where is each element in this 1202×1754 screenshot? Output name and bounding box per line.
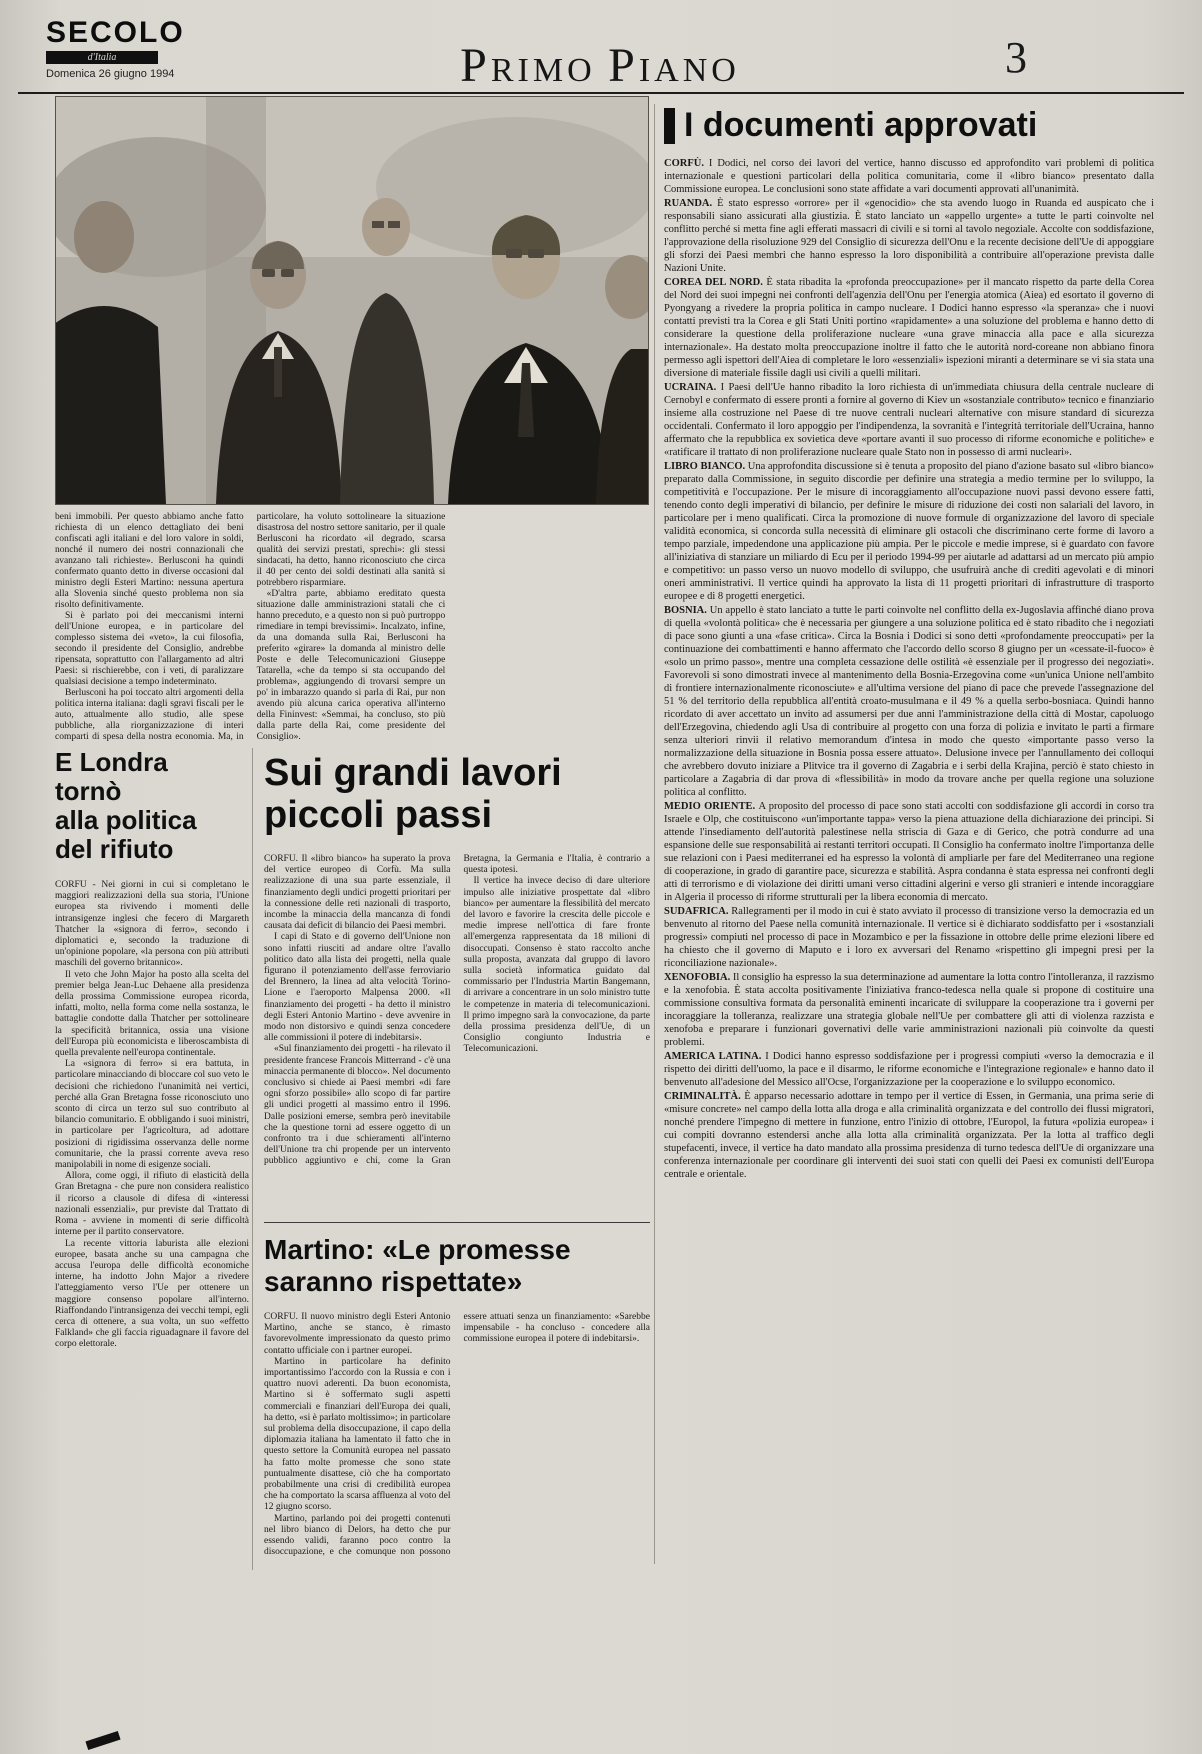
- paragraph: XENOFOBIA. Il consiglio ha espresso la sua determinazione ad aumentare la lotta contro l'intolleranza, il razzismo e la xenofobia. È stata accolta positivamente l'iniziativa franco-tedesca nella quale si propone di costituire una commissione consultiva formata da personalità eminenti incaricate di sviluppare la cooperazione tra i governi per incoraggiare la tolleranza, realizzare una strategia globale nell'Ue per combattere gli atti di violenza razzista e xenofoba e preparare i funzionari governativi delle varie amministrazioni nazionali più coinvolte da questi problemi.: [664, 972, 1154, 1048]
- article-documenti-approvati: [664, 106, 1154, 1549]
- paragraph: COREA DEL NORD. È stata ribadita la «profonda preoccupazione» per il mancato rispetto da parte della Corea del Nord dei suoi impegni nei confronti dell'agenzia dell'Onu per l'energia atomica (Aiea) ed esortato il governo di Pyongyang a rivedere la propria politica in campo nucleare. I Dodici hanno espresso «la speranza» che i nuovi contatti previsti tra la Corea e gli Stati Uniti portino «rapidamente» a una soluzione del problema e hanno detto di considerare la questione della proliferazione nucleare «una grave minaccia alla pace e alla sicurezza internazionale». Ha destato molta preoccupazione inoltre il fatto che le autorità nord-coreane non abbiano finora permesso agli ispettori dell'Aiea di completare le loro «essenziali» ispezioni miranti a determinare se vi sia stata una diversione di materiale fissile dagli usi civili a quelli militari.: [664, 277, 1154, 379]
- paragraph: RUANDA. È stato espresso «orrore» per il «genocidio» che sta avendo luogo in Ruanda ed auspicato che i responsabili siano assicurati alla giustizia. È stato lanciato un «appello urgente» a tutte le parti coinvolte nel conflitto perché si metta fine agli efferati massacri di civili e si torni al tavolo negoziale. Accolte con soddisfazione, l'approvazione della risoluzione 929 del Consiglio di sicurezza dell'Onu e la recente decisione dell'Ue di appoggiare gli sforzi dei Paesi membri che hanno espresso la loro disponibilità a contribuire all'operazione prevista dalle Nazioni Unite.: [664, 198, 1154, 274]
- article-londra: [55, 748, 249, 1540]
- paragraph: CORFÙ. Il nuovo ministro degli Esteri Antonio Martino, anche se stanco, è rimasto favorevolmente impressionato da questo primo contatto ufficiale con i partner europei.: [264, 1312, 451, 1356]
- paragraph: CORFÙ. Il «libro bianco» ha superato la prova del vertice europeo di Corfù. Ma sulla realizzazione di una sua parte essenziale, il finanziamento degli undici progetti prioritari per la connessione delle reti nazionali di trasporto, incombe la minaccia della mancanza di fondi causata dai deficit di bilancio dei Paesi membri.: [264, 854, 451, 932]
- paragraph: AMERICA LATINA. I Dodici hanno espresso soddisfazione per i progressi compiuti «verso la democrazia e il rispetto dei diritti dell'uomo, la pace e il disarmo, le riforme economiche e l'integrazione regionale» e hanno dato il benvenuto all'adesione del Messico all'Ocse, l'organizzazione per la cooperazione e lo sviluppo economico.: [664, 1051, 1154, 1088]
- paragraph: beni immobili. Per questo abbiamo anche fatto richiesta di un elenco dettagliato dei beni confiscati agli italiani e del loro valore in soldi, nonché il numero dei nostri connazionali che avanzano tali richieste». Berlusconi ha quindi confermato quanto detto in diverse occasioni dal ministro degli Esteri Martino: nessuna apertura alla Slovenia sinché questo problema non sia risolto definitivamente.: [55, 512, 244, 610]
- paragraph: Si è parlato poi dei meccanismi interni dell'Unione europea, e in particolare del complesso sistema dei «veto», la cui filosofia, secondo il presidente del Consiglio, andrebbe ripensata, soprattutto con l'allargamento ad altri Paesi: si rischierebbe, con i veti, di paralizzare qualsiasi decisione a tempo indeterminato.: [55, 611, 244, 687]
- paragraph: Il vertice ha invece deciso di dare ulteriore impulso alle iniziative prospettate dal «libro bianco» per aumentare la flessibilità del mercato del lavoro e favorire la crescita delle piccole e medie imprese nell'ottica di fare fronte all'emergenza rappresentata da 18 milioni di disoccupati. Consenso è stato raccolto anche sulla proposta, avanzata dal gruppo di lavoro sulla società informatica guidato dal commissario per l'Industria Martin Bangemann, di arrivare a concentrare in un solo ministro tutte le competenze in materia di telecomunicazioni. Il primo impegno sarà la convocazione, da parte della prossima presidenza dell'Ue, di un Consiglio congiunto Industria e Telecomunicazioni.: [463, 876, 650, 1055]
- paragraph-lead: LIBRO BIANCO.: [664, 461, 748, 472]
- documenti-body: [664, 157, 1154, 1549]
- headline-bar: [664, 108, 675, 144]
- paragraph: La recente vittoria laburista alle elezioni europee, basata anche su una campagna che accusa l'europa delle difficoltà economiche interne, ha indotto John Major a rivedere l'atteggiamento verso l'Ue per ottenere un maggiore consenso popolare all'interno. Riaffondando l'intransigenza dei vecchi tempi, egli cerca di ottenere, a sua volta, un suo «effetto Falkland» che gli faccia riguadagnare il favore del corpo elettorale.: [55, 1238, 249, 1350]
- paragraph: LIBRO BIANCO. Una approfondita discussione si è tenuta a proposito del piano d'azione basato sul «libro bianco» preparato dalla Commissione, in seguito discordie per definire una strategia a medio termine per lo sviluppo, la competitività e l'occupazione. Per le misure di incoraggiamento all'occupazione nuovi passi devono essere fatti, tenendo conto degli imperativi di bilancio, per definire le misure di riduzione dei costi non salariali del lavoro, in particolare per i meno qualificati. Circa la promozione di nuove formule di organizzazione del lavoro di speciale validità economica, si concorda sulla necessità di eliminare gli ostacoli che discriminano certe forme di lavoro a tempo parziale, impedendone una applicazione più ampia. Per le piccole e medie imprese, si è guardato con favore all'iniziativa di stanziare un miliardo di Ecu per il periodo 1994-99 per aiutarle ad adattarsi ad un mercato più ampio e competitivo: un passo verso un nuovo modello di sviluppo, che usufruirà anche di crediti agevolati e di minori oneri amministrativi. Il vertice quindi ha approvato la lista di 11 progetti prioritari di infrastrutture di trasporto europee e di 8 progetti energetici.: [664, 461, 1154, 602]
- paragraph: BOSNIA. Un appello è stato lanciato a tutte le parti coinvolte nel conflitto della ex-Jugoslavia affinché diano prova di quella «volontà politica» che è necessaria per giungere a una soluzione politica ed è stato ribadito che i negoziati di pace sono giunti a una «fase critica». Circa la Bosnia i Dodici si sono detti «profondamente preoccupati» per la continuazione dei combattimenti e hanno affermato che l'accordo dello scorso 8 giugno per un «cessate-il-fuoco» è «solo un primo passo», mentre una completa cessazione delle ostilità «è essenziale per il progresso dei negoziati». Favorevoli si sono dimostrati invece al mantenimento della Bosnia-Erzegovina come «un'unica Unione nell'ambito di frontiere internazionalmente riconosciute» e all'ultima versione del piano di pace che prevede l'assegnazione del 51 % del territorio della repubblica all'entità croato-musulmana e il 49 % a quella serbo-bosniaca. Quindi hanno ricordato di aver accettato un invito ad assumersi per due anni l'amministrazione della città di Mostar, capoluogo dell'Erzegovina, chiedendo agli Usa di contribuire al progetto con una forza di polizia e invitato le parti a firmare senza ulteriori rinvii il relativo memorandum d'intesa in modo che questo «importante passo verso la normalizzazione della situazione in Bosnia possa essere attuato». Delusione invece per l'annullamento dei colloqui che avrebbero dovuto iniziare a Plitvice tra il governo di Zagabria e i serbi della Krajina, perciò è stato chiesto in particolare a Zagabria di dar prova di «flessibilità» in modo da trovare anche per quella regione una soluzione politica al conflitto.: [664, 605, 1154, 798]
- martino-body: [264, 1312, 650, 1564]
- paragraph-lead: RUANDA.: [664, 198, 718, 209]
- paragraph-lead: MEDIO ORIENTE.: [664, 801, 759, 812]
- paragraph: Il veto che John Major ha posto alla scelta del premier belga Jean-Luc Dehaene alla presidenza della prossima Commissione europea ricorda, infatti, molto, nella forma come nella sostanza, le battaglie condotte dalla Thatcher per sottolineare la specificità britannica, ossia una visione dell'Europa più economicista e liberoscambista di quella prevalente nell'europa continentale.: [55, 969, 249, 1059]
- paragraph: Martino, parlando poi dei progetti contenuti nel libro bianco di Delors, ha detto che pur essendo validi, faranno poco contro la disoccupazione, e che comunque non possono essere attuati senza un finanziamento: «Sarebbe impensabile - ha concluso - concedere alla commissione europea il potere di indebitarsi».: [264, 1312, 650, 1558]
- paragraph: CORFÙ. I Dodici, nel corso dei lavori del vertice, hanno discusso ed approfondito vari problemi di politica internazionale e questioni particolari della politica comunitaria, come il «libro bianco» presentato dalla Commissione europea. Le conclusioni sono state affidate a vari documenti approvati all'unanimità.: [664, 158, 1154, 195]
- paragraph-lead: XENOFOBIA.: [664, 972, 733, 983]
- section-title: PRIMO PIANO: [460, 39, 740, 92]
- lavori-headline: Sui grandi lavori piccoli passi: [264, 752, 562, 836]
- martino-headline: Martino: «Le promesse saranno rispettate»: [264, 1234, 571, 1297]
- paragraph: «Sul finanziamento dei progetti - ha rilevato il presidente francese Francois Mitterrand - c'è una minaccia permanente di blocco». Nel documento conclusivo si chiede ai Paesi membri «di fare ogni sforzo possibile» allo scopo di far partire gli undici progetti al massimo entro il 1996. Dalle posizioni emerse, sembra però inevitabile che la questione torni ad essere oggetto di un confronto tra i due schieramenti all'interno dell'Unione tra chi propende per un intervento pubblico aggiuntivo e chi, come la Gran Bretagna, la Germania e l'Italia, è contrario a questa ipotesi.: [264, 854, 650, 1167]
- paragraph: La «signora di ferro» si era battuta, in particolare minacciando di bloccare col suo veto le decisioni che richiedono l'unanimità nei vertici, perché alla Gran Bretagna fosse riconosciuto uno sconto di circa un terzo sul suo contributo al bilancio comunitario. E obbligando i suoi ministri, in particolare per l'agricoltura, ad adottare posizioni di rigidissima osservanza delle norme comunitarie, che la prassi corrente aveva reso manipolabili in nome di esigenze sociali.: [55, 1059, 249, 1171]
- paragraph-lead: CORFÙ.: [664, 158, 709, 169]
- paragraph-lead: COREA DEL NORD.: [664, 277, 767, 288]
- column-rule: [252, 748, 253, 1570]
- paragraph: Allora, come oggi, il rifiuto di elasticità della Gran Bretagna - che pure non considera realistico il ricorso a clausole di difesa di «interessi nazionali essenziali», pur previste dal Trattato di Roma - avviene in momenti di serie difficoltà interne per il partito conservatore.: [55, 1171, 249, 1238]
- londra-headline: E Londra tornò alla politica del rifiuto: [55, 747, 197, 864]
- paragraph-lead: UCRAINA.: [664, 382, 721, 393]
- masthead: [46, 16, 185, 80]
- scan-artifact: [85, 1731, 120, 1750]
- header-rule: [18, 92, 1184, 94]
- paragraph: MEDIO ORIENTE. A proposito del processo di pace sono stati accolti con soddisfazione gli accordi in corso tra Israele e Olp, che costituiscono «un'importante tappa» verso la piena attuazione della dichiarazione dei principi. Si attende l'insediamento dell'autorità palestinese nella striscia di Gaza e di Gerico, che potrà condurre ad una espansione delle sue responsabilità ai restanti territori occupati. Il Consiglio ha confermato inoltre l'importanza delle sue relazioni con i Paesi mediterranei ed ha espresso la volontà di ampliarle per fare del Mediterraneo una regione di cooperazione, in grado di garantire pace, sicurezza e stabilità. Aspra condanna è stata espressa nei confronti degli atti di terrorismo e di violazione dei diritti umani verso cittadini algerini e verso gli stranieri e intende incoraggiare in Algeria il processo di riforme strutturali per la libera economia di mercato.: [664, 801, 1154, 903]
- paragraph-lead: SUDAFRICA.: [664, 906, 732, 917]
- lavori-body: [264, 854, 650, 1170]
- paragraph: «D'altra parte, abbiamo ereditato questa situazione dalle amministrazioni statali che ci hanno preceduto, e a questo non si può purtroppo rimediare in tempi brevissimi». Incalzato, infine, da una domanda sulla Rai, Berlusconi ha preferito «girare» la domanda al ministro delle Poste e delle Telecomunicazioni Giuseppe Tatarella, «che da tempo si sta occupando del problema», aggiungendo di trovarsi sempre un po' in imbarazzo quando si parla di Rai, pur non avendo più alcuna carica operativa all'interno della Fininvest: «Semmai, ha concluso, sto più dalla parte della Rai, come presidente del Consiglio».: [256, 589, 446, 742]
- paragraph: Berlusconi ha poi toccato altri argomenti della politica interna italiana: dagli sgravi fiscali per le auto, attualmente allo studio, alle spese pubbliche, alla riorganizzazione di interi comparti di spesa della nostra economia. Ma, in particolare, ha voluto sottolineare la situazione disastrosa del nostro settore sanitario, per il quale Berlusconi ha ricordato «il degrado, scarsa qualità dei servizi prestati, sprechi»: gli stessi sindacati, ha detto, hanno riconosciuto che circa il 40 per cento dei soldi destinati alla sanità si potrebbero risparmiare.: [55, 512, 446, 742]
- newspaper-logo: SECOLO: [46, 16, 185, 49]
- summit-photo: [55, 96, 649, 505]
- page-number: 3: [1005, 33, 1027, 82]
- paragraph: SUDAFRICA. Rallegramenti per il modo in cui è stato avviato il processo di transizione verso la democrazia ed un benvenuto al ritorno del Paese nella comunità internazionale. Il vertice si è dichiarato soddisfatto per i «sostanziali progressi» compiuti nel processo di pace in Mozambico e per la fissazione in ottobre delle prime elezioni libere ed ha chiesto che il governo di Maputo e i loro ex avversari del Renamo «rispettino gli impegni presi per la riconciliazione nazionale».: [664, 906, 1154, 969]
- column-rule: [654, 104, 655, 1564]
- martino-rule: [264, 1222, 650, 1223]
- headline-text: I documenti approvati: [684, 106, 1038, 144]
- summit-photo-graphic: [56, 97, 648, 504]
- paragraph: CORFÙ - Nei giorni in cui si completano le maggiori realizzazioni della sua storia, l'Unione europea sta rivivendo i momenti delle intransigenze inglesi che fecero di Margareth Thatcher la «signora di ferro», secondo i diplomatici e, secondo la traduzione di un'opinione popolare, «la persona con più attributi maschili del governo britannico».: [55, 880, 249, 969]
- paragraph: UCRAINA. I Paesi dell'Ue hanno ribadito la loro richiesta di un'immediata chiusura della centrale nucleare di Cernobyl e confermato di essere pronti a fornire al governo di Kiev un «sostanziale contributo» tecnico e finanziario insieme alla costruzione nel Paese di tre nuove centrali nucleari alternative con misure standard di sicurezza occidentali. Confermato il loro appoggio per l'indipendenza, la sovranità e l'integrità territoriale dell'Ucraina, hanno affermato che la repubblica ex sovietica deve «portare avanti il suo processo di riforme economiche e politiche» e «ratificare il trattato di non proliferazione nucleare quale Stato non in possesso di armi nucleari».: [664, 382, 1154, 458]
- article-martino: [264, 1234, 650, 1564]
- londra-body: [55, 880, 249, 1540]
- documenti-headline: [664, 106, 1154, 145]
- paragraph-lead: CRIMINALITÀ.: [664, 1091, 745, 1102]
- article-lavori: [264, 752, 650, 1170]
- paragraph: I capi di Stato e di governo dell'Unione non sono infatti riusciti ad andare oltre l'avallo politico dato alla lista dei progetti, nella quale figurano il potenziamento dell'asse ferroviario del Brennero, la linea ad alta velocità Torino-Lione e l'aeroporto Malpensa 2000. «Il finanziamento dei progetti - ha detto il ministro degli Esteri Antonio Martino - deve avvenire in modo non distorsivo e quindi senza concedere alle commissioni il potere di indebitarsi».: [264, 932, 451, 1044]
- paragraph: Martino in particolare ha definito importantissimo l'accordo con la Russia e con i quattro nuovi aderenti. Da buon economista, Martino si è soffermato sugli aspetti commerciali e finanziari dell'Europa dei quali, ha detto, «si è parlato moltissimo»; in particolare sul problema della disoccupazione, il capo della diplomazia italiana ha lamentato il fatto che in questo settore la Comunità europea nel passato ha fatto molte promesse che sono state puntualmente disattese, ciò che ha comportato probabilmente una crisi di credibilità europea che ha comportato la scarsa affluenza al voto del 12 giugno scorso.: [264, 1356, 451, 1513]
- article-continuation: [55, 512, 647, 744]
- paragraph: CRIMINALITÀ. È apparso necessario adottare in tempo per il vertice di Essen, in Germania, una prima serie di «misure concrete» nel campo della lotta alla droga e alla criminalità organizzata e del controllo dei flussi migratori, nonché prendere l'impegno di mettere in funzione, entro l'inizio di ottobre, l'Europol, la futura «polizia europea» i cui compiti dovranno estendersi anche alla lotta alla criminalità organizzata. Per la lotta al traffico degli stupefacenti, invece, il vertice ha dato mandato alla prossima presidenza di turno tedesca dell'Ue di organizzare una conferenza internazionale per coordinare gli interventi dei suoi stati con quelli dei Paesi ex comunisti dell'Europa centrale e orientale.: [664, 1091, 1154, 1180]
- dateline: Domenica 26 giugno 1994: [46, 68, 175, 80]
- logo-banner: d'Italia: [46, 51, 158, 64]
- paragraph-lead: BOSNIA.: [664, 605, 710, 616]
- section-title-cap: P: [460, 39, 491, 92]
- paragraph-lead: AMERICA LATINA.: [664, 1051, 766, 1062]
